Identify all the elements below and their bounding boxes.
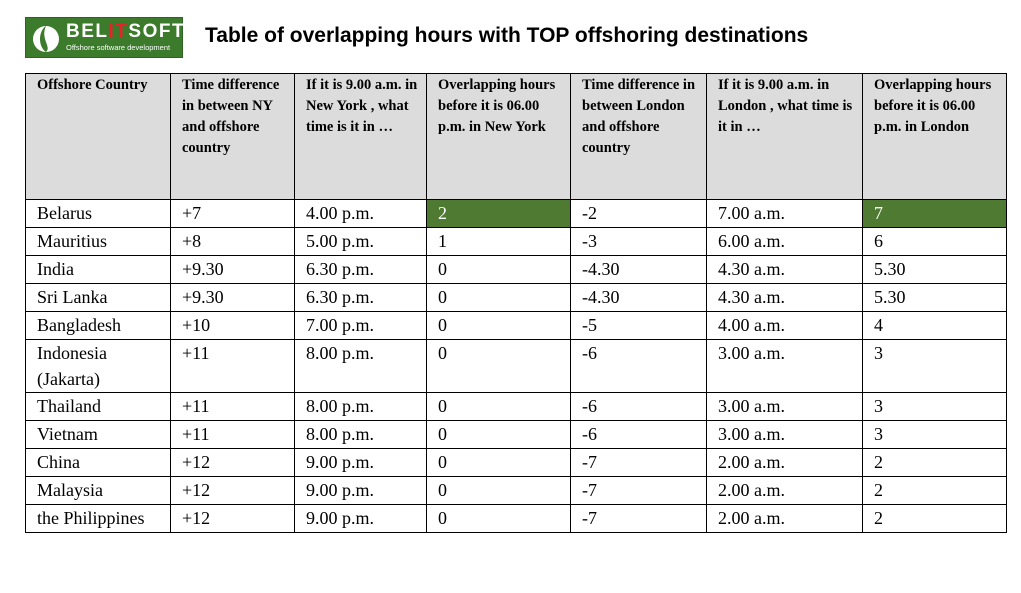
cell-london-overlap: 5.30 — [863, 284, 1007, 312]
cell-ny-diff: +12 — [171, 505, 295, 533]
table-row — [26, 284, 1007, 312]
globe-logo-icon — [32, 25, 60, 53]
table-row — [26, 477, 1007, 505]
cell-ny-overlap: 0 — [427, 421, 571, 449]
cell-london-time: 3.00 a.m. — [707, 340, 863, 393]
cell-country: Mauritius — [26, 228, 171, 256]
table-row — [26, 312, 1007, 340]
cell-london-time: 7.00 a.m. — [707, 200, 863, 228]
cell-country: Thailand — [26, 393, 171, 421]
cell-country: China — [26, 449, 171, 477]
cell-ny-time: 9.00 p.m. — [295, 477, 427, 505]
cell-ny-time: 5.00 p.m. — [295, 228, 427, 256]
cell-ny-overlap: 0 — [427, 505, 571, 533]
cell-ny-time: 8.00 p.m. — [295, 340, 427, 393]
cell-london-time: 4.30 a.m. — [707, 284, 863, 312]
cell-london-diff: -6 — [571, 393, 707, 421]
cell-london-diff: -4.30 — [571, 284, 707, 312]
cell-ny-time: 6.30 p.m. — [295, 284, 427, 312]
col-header-london-overlap: Overlapping hours before it is 06.00 p.m. in London — [863, 74, 1007, 200]
cell-london-overlap: 2 — [863, 505, 1007, 533]
cell-london-overlap: 5.30 — [863, 256, 1007, 284]
cell-ny-time: 9.00 p.m. — [295, 505, 427, 533]
col-header-ny-diff: Time difference in between NY and offshore country — [171, 74, 295, 200]
cell-ny-time: 6.30 p.m. — [295, 256, 427, 284]
page-title: Table of overlapping hours with TOP offshoring destinations — [205, 24, 809, 47]
cell-country: Vietnam — [26, 421, 171, 449]
cell-ny-overlap: 0 — [427, 312, 571, 340]
cell-ny-diff: +9.30 — [171, 256, 295, 284]
cell-london-diff: -2 — [571, 200, 707, 228]
belitsoft-logo[interactable] — [25, 17, 186, 58]
col-header-country: Offshore Country — [26, 74, 171, 200]
cell-ny-overlap: 0 — [427, 449, 571, 477]
cell-ny-time: 7.00 p.m. — [295, 312, 427, 340]
col-header-ny-time: If it is 9.00 a.m. in New York , what time is it in … — [295, 74, 427, 200]
cell-london-time: 3.00 a.m. — [707, 421, 863, 449]
cell-ny-overlap: 0 — [427, 393, 571, 421]
cell-ny-time: 4.00 p.m. — [295, 200, 427, 228]
cell-london-diff: -7 — [571, 449, 707, 477]
cell-ny-overlap: 0 — [427, 340, 571, 393]
cell-ny-overlap-highlight: 2 — [427, 200, 571, 228]
cell-london-time: 3.00 a.m. — [707, 393, 863, 421]
table-row — [26, 449, 1007, 477]
cell-london-overlap: 4 — [863, 312, 1007, 340]
cell-ny-diff: +11 — [171, 340, 295, 393]
cell-ny-diff: +11 — [171, 393, 295, 421]
cell-london-overlap-highlight: 7 — [863, 200, 1007, 228]
cell-london-diff: -5 — [571, 312, 707, 340]
cell-ny-time: 8.00 p.m. — [295, 393, 427, 421]
col-header-london-time: If it is 9.00 a.m. in London , what time is it in … — [707, 74, 863, 200]
cell-ny-diff: +12 — [171, 449, 295, 477]
cell-london-diff: -4.30 — [571, 256, 707, 284]
col-header-ny-overlap: Overlapping hours before it is 06.00 p.m. in New York — [427, 74, 571, 200]
logo-brand: BELITSOFT — [66, 21, 186, 42]
cell-ny-diff: +10 — [171, 312, 295, 340]
cell-country: Bangladesh — [26, 312, 171, 340]
cell-london-time: 4.00 a.m. — [707, 312, 863, 340]
cell-london-time: 2.00 a.m. — [707, 449, 863, 477]
cell-london-overlap: 6 — [863, 228, 1007, 256]
cell-london-diff: -7 — [571, 477, 707, 505]
table-row — [26, 200, 1007, 228]
cell-ny-time: 9.00 p.m. — [295, 449, 427, 477]
cell-london-overlap: 2 — [863, 449, 1007, 477]
cell-ny-diff: +12 — [171, 477, 295, 505]
cell-london-time: 2.00 a.m. — [707, 477, 863, 505]
cell-country: India — [26, 256, 171, 284]
cell-london-diff: -3 — [571, 228, 707, 256]
cell-london-diff: -6 — [571, 421, 707, 449]
cell-london-overlap: 3 — [863, 340, 1007, 393]
cell-ny-diff: +7 — [171, 200, 295, 228]
cell-country: Sri Lanka — [26, 284, 171, 312]
table-row — [26, 393, 1007, 421]
cell-ny-diff: +11 — [171, 421, 295, 449]
overlap-table — [25, 73, 1007, 533]
cell-ny-overlap: 0 — [427, 256, 571, 284]
cell-london-time: 6.00 a.m. — [707, 228, 863, 256]
cell-london-overlap: 2 — [863, 477, 1007, 505]
cell-country: the Philippines — [26, 505, 171, 533]
table-row — [26, 256, 1007, 284]
cell-country: Malaysia — [26, 477, 171, 505]
table-row — [26, 228, 1007, 256]
cell-london-overlap: 3 — [863, 393, 1007, 421]
table-row — [26, 505, 1007, 533]
table-row — [26, 340, 1007, 393]
cell-ny-overlap: 1 — [427, 228, 571, 256]
cell-ny-overlap: 0 — [427, 284, 571, 312]
cell-london-time: 4.30 a.m. — [707, 256, 863, 284]
logo-tagline: Offshore software development — [66, 43, 171, 52]
cell-london-diff: -7 — [571, 505, 707, 533]
cell-london-overlap: 3 — [863, 421, 1007, 449]
cell-ny-time: 8.00 p.m. — [295, 421, 427, 449]
cell-ny-diff: +9.30 — [171, 284, 295, 312]
table-header-row — [26, 74, 1007, 200]
cell-country: Belarus — [26, 200, 171, 228]
col-header-london-diff: Time difference in between London and offshore country — [571, 74, 707, 200]
cell-london-time: 2.00 a.m. — [707, 505, 863, 533]
table-row — [26, 421, 1007, 449]
cell-country: Indonesia (Jakarta) — [26, 340, 171, 393]
cell-ny-overlap: 0 — [427, 477, 571, 505]
cell-ny-diff: +8 — [171, 228, 295, 256]
cell-london-diff: -6 — [571, 340, 707, 393]
